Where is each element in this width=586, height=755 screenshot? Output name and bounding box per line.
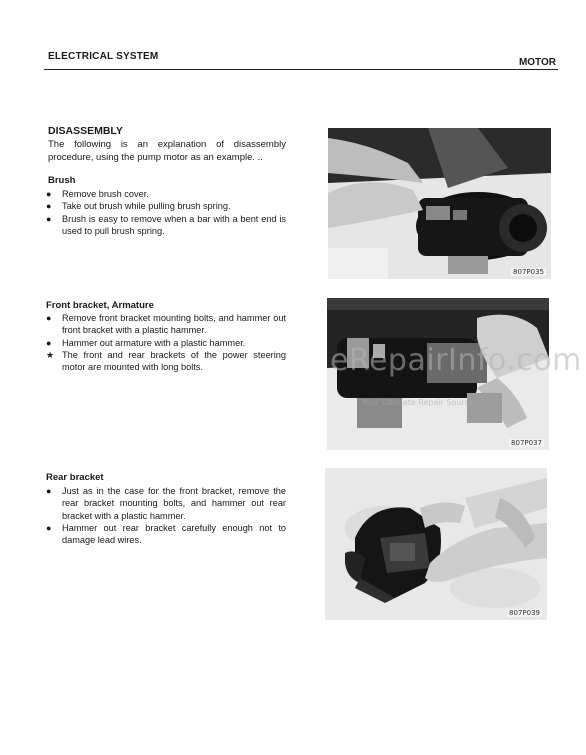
list-item xyxy=(46,213,286,238)
disassembly-title: DISASSEMBLY xyxy=(48,125,123,137)
list-item-text: Hammer out armature with a plastic hammer. xyxy=(62,337,246,348)
list-item xyxy=(46,312,286,337)
front-bracket-list xyxy=(46,312,286,373)
list-item-text: The front and rear brackets of the power steering motor are mounted with long bolts. xyxy=(62,349,286,373)
section-header: ELECTRICAL SYSTEM xyxy=(48,51,159,62)
bullet-icon: ● xyxy=(46,486,52,496)
list-item-text: Just as in the case for the front bracket, remove the rear bracket mounting bolts, and hammer out rear bracket with a plastic hammer. xyxy=(62,486,286,521)
list-item xyxy=(46,522,286,547)
list-item-text: Remove brush cover. xyxy=(62,189,149,199)
list-item-text: Remove front bracket mounting bolts, and hammer out front bracket with a plastic hammer. xyxy=(62,313,286,336)
watermark-text: eRepairInfo.com xyxy=(330,343,582,378)
photo-caption: 807P039 xyxy=(509,609,540,617)
star-icon: ★ xyxy=(46,349,55,360)
list-item-text: Hammer out rear bracket carefully enough not to damage lead wires. xyxy=(62,522,286,546)
chapter-header: MOTOR xyxy=(518,57,556,68)
bullet-icon: ● xyxy=(46,201,52,212)
bullet-icon: ● xyxy=(46,337,52,348)
brush-title: Brush xyxy=(48,175,76,186)
rear-bracket-photo xyxy=(325,468,547,620)
list-item xyxy=(46,485,286,522)
watermark-subtext: Your Ultimate Repair Source xyxy=(362,398,474,407)
front-bracket-title: Front bracket, Armature xyxy=(46,300,154,311)
brush-list xyxy=(46,188,286,237)
rear-bracket-list xyxy=(46,485,286,546)
header-rule xyxy=(44,69,558,70)
list-item xyxy=(46,188,286,200)
photo-caption: 807P035 xyxy=(513,268,544,276)
brush-photo xyxy=(328,128,551,279)
bullet-icon: ● xyxy=(46,313,52,323)
rear-bracket-title: Rear bracket xyxy=(46,472,104,483)
list-item xyxy=(46,349,286,374)
bullet-icon: ● xyxy=(46,189,52,199)
list-item xyxy=(46,200,286,212)
photo-caption: 807P037 xyxy=(511,439,542,447)
bullet-icon: ● xyxy=(46,213,52,224)
disassembly-intro: The following is an explanation of disassembly procedure, using the pump motor as an example. .. xyxy=(48,139,286,163)
list-item-text: Take out brush while pulling brush spring. xyxy=(62,201,231,212)
bullet-icon: ● xyxy=(46,522,52,533)
list-item xyxy=(46,337,286,349)
list-item-text: Brush is easy to remove when a bar with a bent end is used to pull brush spring. xyxy=(62,213,286,236)
